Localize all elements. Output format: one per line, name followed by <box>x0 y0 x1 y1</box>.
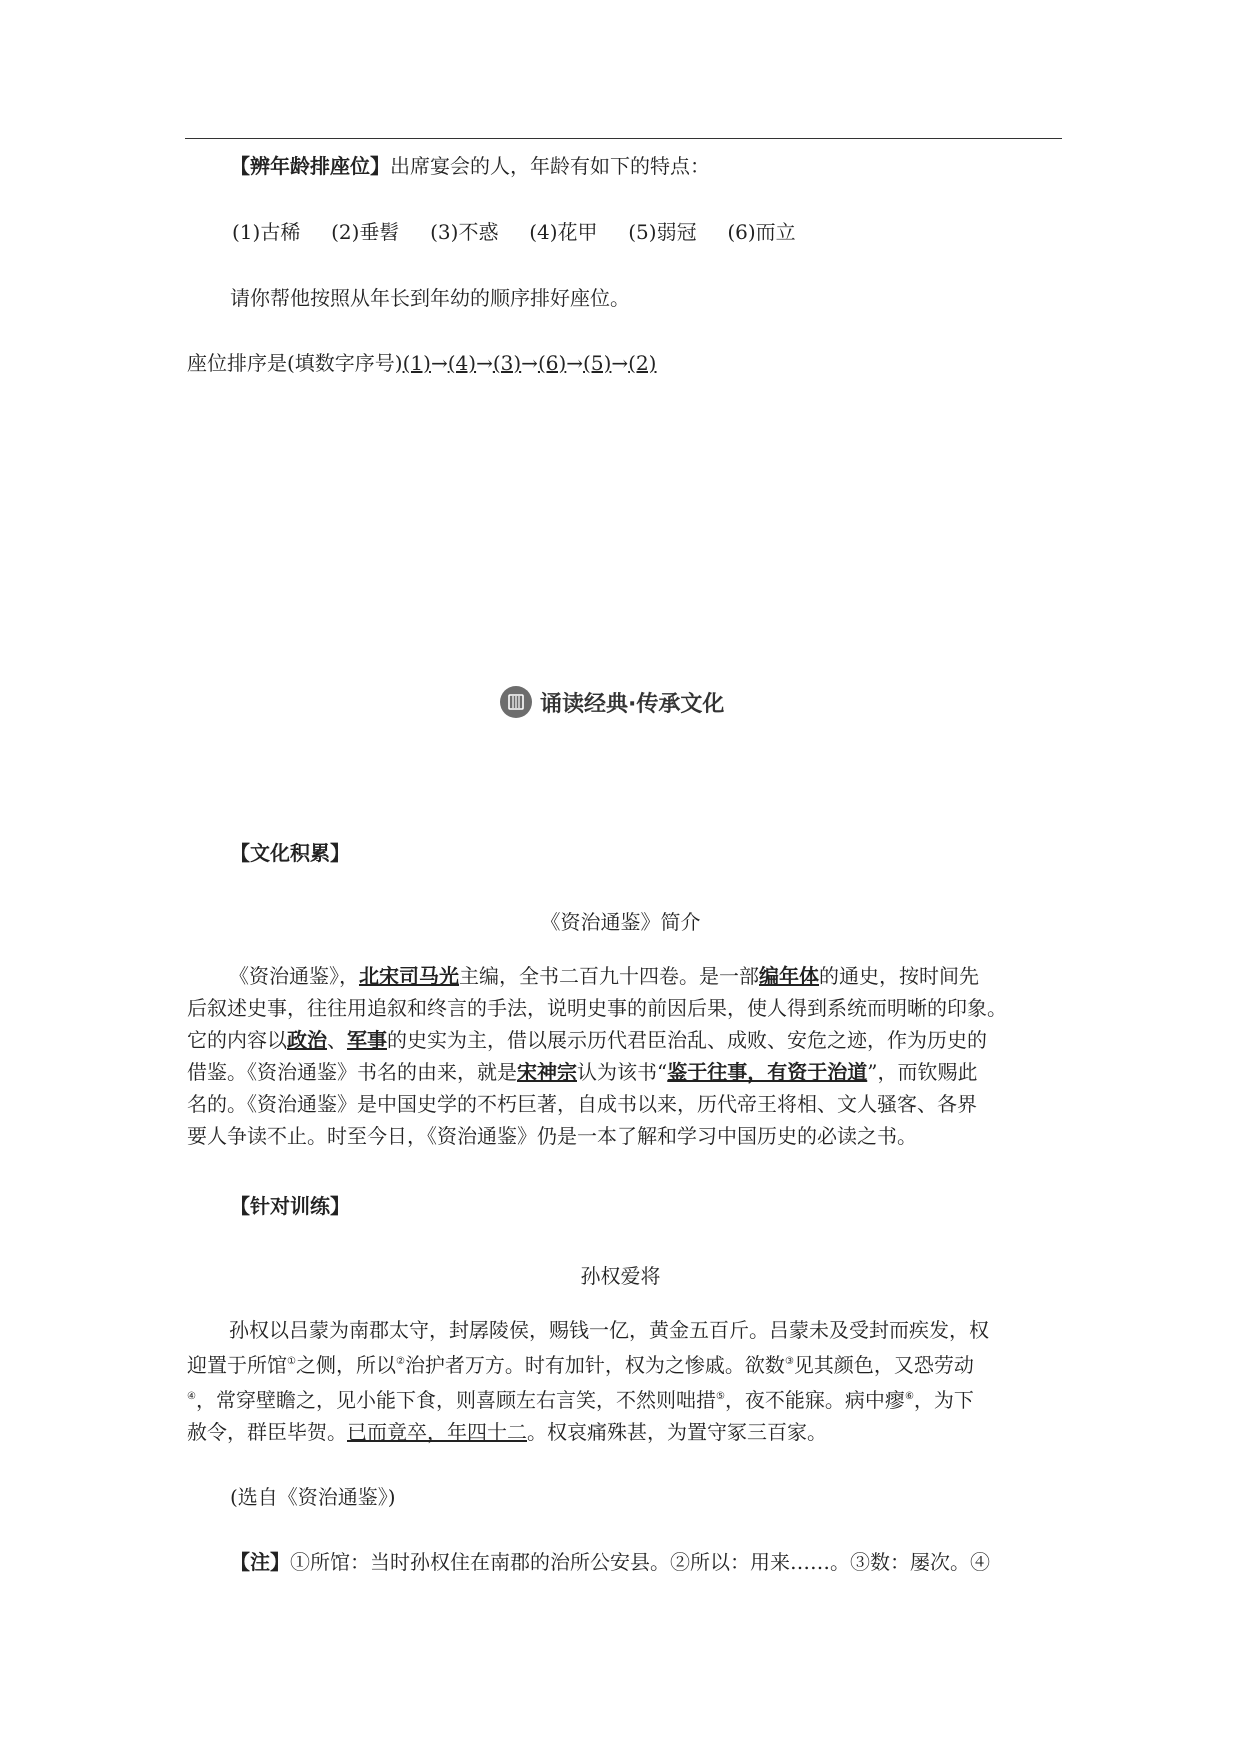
age-question-desc: 出席宴会的人，年龄有如下的特点： <box>390 154 710 178</box>
footnote-marker: ⑥ <box>904 1391 914 1402</box>
training-title: 孙权爱将 <box>580 1264 661 1288</box>
paragraph-line <box>187 1024 1059 1056</box>
paragraph-line <box>187 1314 1059 1346</box>
arrow: → <box>566 351 584 375</box>
paragraph-line <box>187 1416 1059 1448</box>
text-run: 之侧，所以 <box>295 1353 396 1377</box>
arrow: → <box>521 351 538 375</box>
training-note <box>230 1552 990 1572</box>
arrow: → <box>611 351 629 375</box>
text-run: ，夜不能寐。病中瘳 <box>724 1388 905 1412</box>
age-option: (1)古稀 <box>232 220 301 244</box>
paragraph-line <box>187 992 1059 1024</box>
key-term: 政治 <box>287 1028 327 1052</box>
text-run: 后叙述史事，往往用追叙和终言的手法，说明史事的前因后果，使人得到系统而明晰的印象。 <box>187 996 1007 1020</box>
training-paragraph <box>187 1314 1059 1448</box>
answer-item: (5) <box>583 351 612 375</box>
book-icon <box>500 686 532 718</box>
answer-item: (2) <box>628 351 657 375</box>
text-run: 孙权以吕蒙为南郡太守，封孱陵侯，赐钱一亿，黄金五百斤。吕蒙未及受封而疾发，权 <box>229 1318 989 1342</box>
key-term: 军事 <box>347 1028 387 1052</box>
culture-title: 《资治通鉴》简介 <box>540 910 701 934</box>
age-option: (2)垂髫 <box>331 220 400 244</box>
culture-label: 【文化积累】 <box>230 841 350 865</box>
section-heading <box>500 684 724 720</box>
arrow: → <box>476 351 493 375</box>
answer-item: (4) <box>447 351 477 375</box>
footnote-marker: ④ <box>187 1391 196 1402</box>
age-option: (4)花甲 <box>529 220 598 244</box>
section-title: 诵读经典·传承文化 <box>540 691 725 717</box>
text-run: 《资治通鉴》， <box>229 964 359 988</box>
key-term: 鉴于往事，有资于治道 <box>667 1060 868 1084</box>
culture-paragraph <box>187 960 1059 1152</box>
text-run: 。权哀痛殊甚，为置守冢三百家。 <box>527 1420 827 1444</box>
text-run: 的史实为主，借以展示历代君臣治乱、成败、安危之迹，作为历史的 <box>387 1028 987 1052</box>
footnote-marker: ③ <box>784 1356 794 1367</box>
text-run: 的通史，按时间先 <box>819 964 979 988</box>
text-run: ，常穿壁瞻之，见小能下食，则喜顾左右言笑，不然则咄措 <box>195 1388 716 1412</box>
paragraph-line <box>187 1381 1059 1416</box>
text-run: 名的。《资治通鉴》是中国史学的不朽巨著，自成书以来，历代帝王将相、文人骚客、各界 <box>187 1092 977 1116</box>
key-term: 编年体 <box>759 964 819 988</box>
note-text: ①所馆：当时孙权住在南郡的治所公安县。②所以：用来……。③数：屡次。④ <box>290 1550 990 1574</box>
footnote-marker: ① <box>287 1356 296 1367</box>
age-option: (6)而立 <box>727 220 796 244</box>
answer-item: (3) <box>492 351 522 375</box>
text-run: 认为该书“ <box>577 1060 668 1084</box>
training-source: (选自《资治通鉴》) <box>230 1485 396 1509</box>
age-question-title: 【辨年龄排座位】 <box>230 154 390 178</box>
age-answer-prefix: 座位排序是(填数字序号) <box>187 351 403 375</box>
key-term: 北宋司马光 <box>359 964 459 988</box>
top-rule <box>185 138 1062 139</box>
age-instruction: 请你帮他按照从年长到年幼的顺序排好座位。 <box>230 286 630 310</box>
age-option: (5)弱冠 <box>628 220 697 244</box>
paragraph-line <box>187 960 1059 992</box>
paragraph-line <box>187 1056 1059 1088</box>
training-label: 【针对训练】 <box>230 1194 350 1218</box>
age-question <box>230 156 710 176</box>
answer-item: (6) <box>537 351 567 375</box>
text-run: 治护者万方。时有加针，权为之惨戚。欲数 <box>404 1353 785 1377</box>
text-run: 、 <box>327 1028 347 1052</box>
underlined-phrase: 已而竟卒，年四十二 <box>347 1420 527 1444</box>
text-run: 迎置于所馆 <box>187 1353 287 1377</box>
key-term: 宋神宗 <box>517 1060 577 1084</box>
paragraph-line <box>187 1346 1059 1381</box>
footnote-marker: ② <box>395 1356 405 1367</box>
footnote-marker: ⑤ <box>715 1391 725 1402</box>
text-run: 赦令，群臣毕贺。 <box>187 1420 347 1444</box>
text-run: 要人争读不止。时至今日，《资治通鉴》仍是一本了解和学习中国历史的必读之书。 <box>187 1124 917 1148</box>
text-run: ，为下 <box>913 1388 974 1412</box>
text-run: 它的内容以 <box>187 1028 287 1052</box>
age-options <box>232 222 796 242</box>
age-option: (3)不惑 <box>430 220 499 244</box>
text-run: 主编，全书二百九十四卷。是一部 <box>459 964 759 988</box>
note-label: 【注】 <box>230 1550 290 1574</box>
text-run: 见其颜色，又恐劳动 <box>793 1353 974 1377</box>
answer-item: (1) <box>402 351 431 375</box>
text-run: 借鉴。《资治通鉴》书名的由来，就是 <box>187 1060 517 1084</box>
text-run: ”，而钦赐此 <box>867 1060 978 1084</box>
arrow: → <box>430 351 448 375</box>
paragraph-line <box>187 1120 1059 1152</box>
age-answer <box>187 353 657 373</box>
paragraph-line <box>187 1088 1059 1120</box>
